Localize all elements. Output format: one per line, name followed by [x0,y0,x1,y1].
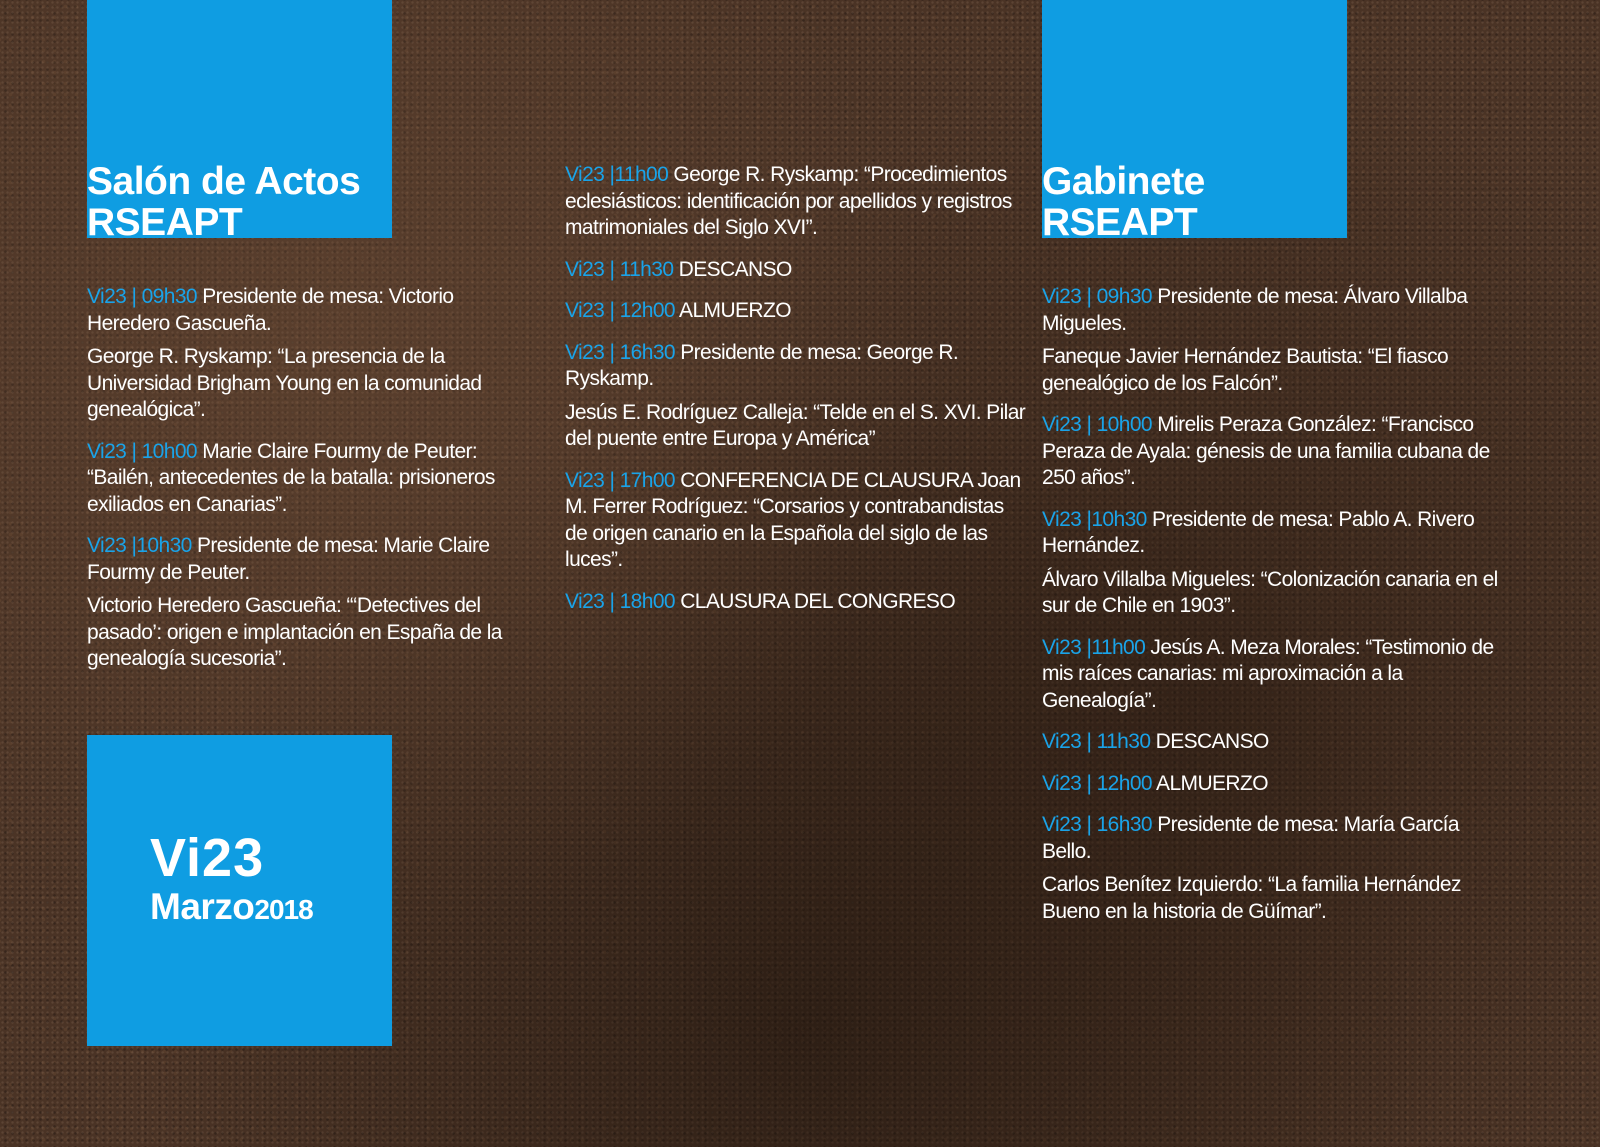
schedule-entry [565,257,1030,284]
schedule-entry [565,340,1030,393]
entry-text: Mirelis Peraza González: “Francisco Peraza de Ayala: génesis de una familia cubana de 250 años”. [1042,413,1490,489]
entry-text: Presidente de mesa: Victorio Heredero Gascueña. [87,285,454,335]
entry-time: Vi23 |10h30 [1042,507,1147,531]
schedule-entry [87,533,527,586]
room-title-gabinete-line1: Gabinete [1042,160,1205,203]
entry-time: Vi23 | 09h30 [1042,285,1152,308]
room-title-salon-line2: RSEAPT [87,201,243,244]
schedule-entry [87,439,527,519]
date-day: Vi23 [150,828,265,888]
entry-time: Vi23 | 10h00 [87,439,197,463]
schedule-entry [1042,507,1512,560]
entry-time: Vi23 | 16h30 [1042,813,1152,836]
entry-text: CONFERENCIA DE CLAUSURA Joan M. Ferrer Rodríguez: “Corsarios y contrabandistas de origen canario en la Española del siglo de las luces”. [565,468,1021,571]
schedule-column-salon [87,284,527,688]
entry-time: Vi23 | 18h00 [565,589,675,613]
schedule-column-middle [565,162,1030,630]
entry-text: Marie Claire Fourmy de Peuter: “Bailén, antecedentes de la batalla: prisioneros exiliados en Canarias”. [87,439,495,516]
entry-text: ALMUERZO [1151,771,1268,795]
schedule-column-gabinete [1042,284,1512,940]
schedule-entry [565,400,1030,453]
date-month: Marzo [150,886,255,927]
entry-time: Vi23 | 12h00 [565,299,675,322]
entry-text: DESCANSO [1150,730,1269,753]
entry-text: DESCANSO [673,257,792,281]
entry-time: Vi23 |10h30 [87,534,192,557]
entry-text: CLAUSURA DEL CONGRESO [674,589,956,613]
schedule-entry [1042,771,1512,798]
entry-text: Faneque Javier Hernández Bautista: “El fiasco genealógico de los Falcón”. [1042,345,1449,395]
schedule-entry [565,298,1030,325]
schedule-entry [565,468,1030,574]
schedule-entry [1042,344,1512,397]
entry-text: Jesús A. Meza Morales: “Testimonio de mis raíces canarias: mi aproximación a la Genealogía”. [1042,635,1494,712]
entry-text: Presidente de mesa: Álvaro Villalba Migueles. [1042,285,1468,335]
entry-time: Vi23 | 09h30 [87,285,197,308]
schedule-entry [1042,812,1512,865]
entry-text: Carlos Benítez Izquierdo: “La familia Hernández Bueno en la historia de Güímar”. [1042,873,1461,923]
entry-time: Vi23 | 11h30 [565,257,674,281]
entry-text: Presidente de mesa: María García Bello. [1042,813,1459,863]
entry-text: Victorio Heredero Gascueña: “‘Detectives del pasado’: origen e implantación en España de la genealogía sucesoria”. [87,594,502,670]
entry-time: Vi23 | 10h00 [1042,413,1152,436]
entry-text: Álvaro Villalba Migueles: “Colonización canaria en el sur de Chile en 1903”. [1042,567,1498,617]
date-month-row [150,886,313,928]
schedule-entry [565,162,1030,242]
schedule-entry [1042,284,1512,337]
entry-time: Vi23 |11h00 [565,163,669,186]
entry-text: Presidente de mesa: George R. Ryskamp. [565,340,959,390]
entry-time: Vi23 | 17h00 [565,468,675,492]
schedule-entry [1042,412,1512,492]
entry-time: Vi23 | 11h30 [1042,730,1151,753]
entry-text: ALMUERZO [674,299,791,322]
entry-text: Jesús E. Rodríguez Calleja: “Telde en el S. XVI. Pilar del puente entre Europa y América” [565,400,1026,450]
schedule-entry [87,344,527,424]
entry-time: Vi23 | 12h00 [1042,771,1152,795]
room-title-salon-line1: Salón de Actos [87,160,361,203]
schedule-entry [1042,567,1512,620]
schedule-entry [1042,729,1512,756]
entry-text: Presidente de mesa: Marie Claire Fourmy de Peuter. [87,534,490,584]
schedule-entry [87,284,527,337]
schedule-entry [1042,872,1512,925]
room-title-salon [87,161,417,243]
entry-text: Presidente de mesa: Pablo A. Rivero Hernández. [1042,507,1475,557]
schedule-entry [565,589,1030,616]
schedule-entry [87,593,527,673]
entry-text: George R. Ryskamp: “La presencia de la Universidad Brigham Young en la comunidad genealógica”. [87,345,482,421]
room-title-gabinete [1042,161,1372,243]
entry-text: George R. Ryskamp: “Procedimientos eclesiásticos: identificación por apellidos y registros matrimoniales del Siglo XVI”. [565,163,1012,239]
schedule-entry [1042,635,1512,715]
entry-time: Vi23 |11h00 [1042,635,1146,659]
date-year: 2018 [254,894,313,925]
entry-time: Vi23 | 16h30 [565,340,675,364]
room-title-gabinete-line2: RSEAPT [1042,201,1198,244]
